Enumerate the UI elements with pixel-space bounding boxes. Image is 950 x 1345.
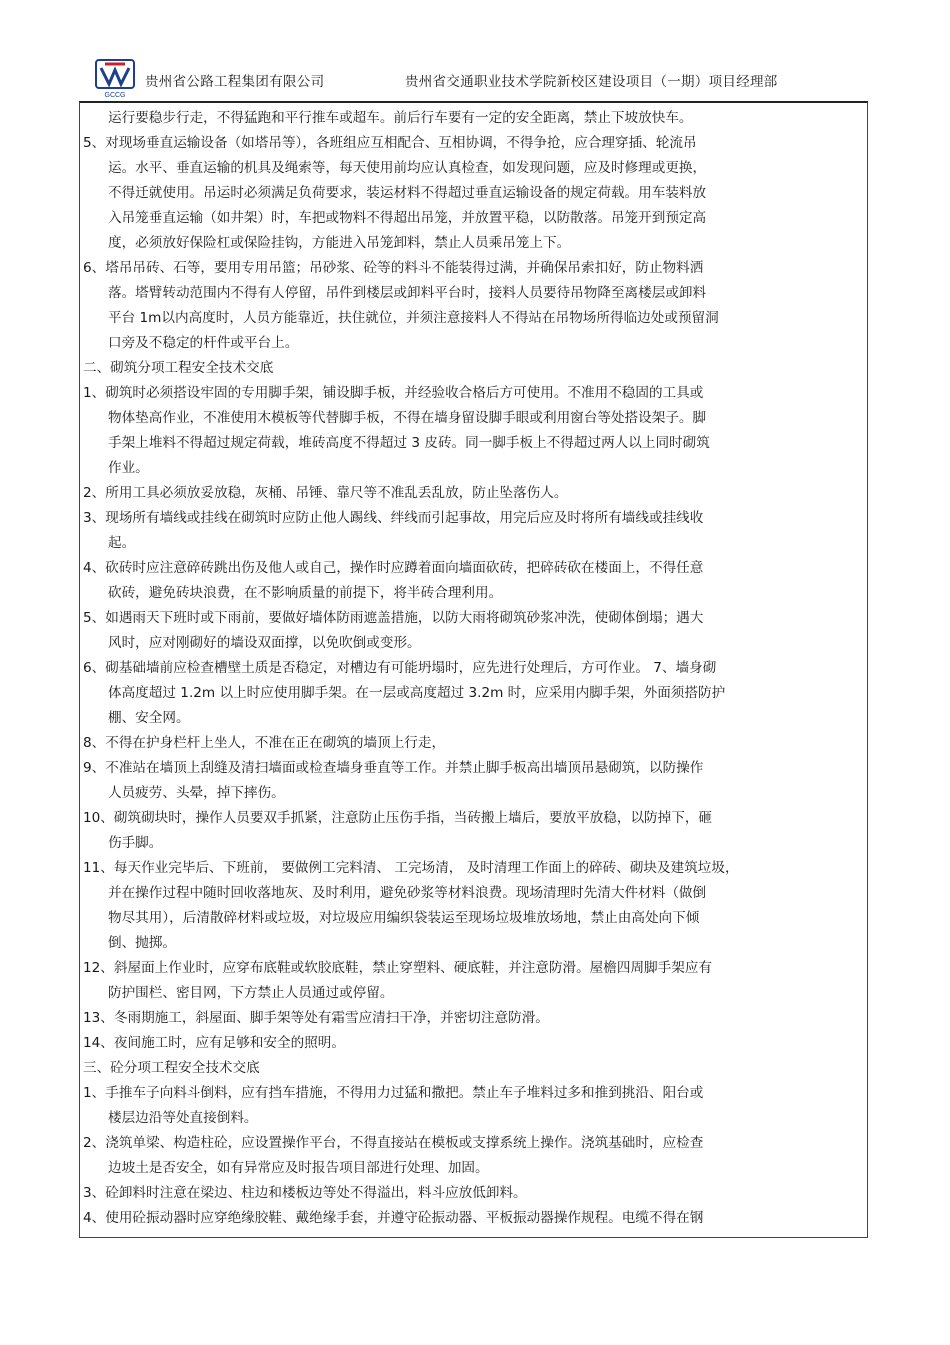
text-line: 1、手推车子向料斗倒料，应有挡车措施，不得用力过猛和撒把。禁止车子堆料过多和推到挑沿、阳台或 xyxy=(83,1085,704,1101)
text-line: 12、斜屋面上作业时，应穿布底鞋或软胶底鞋，禁止穿塑料、硬底鞋，并注意防滑。屋檐四周脚手架应有 xyxy=(83,960,713,976)
section-heading: 二、砌筑分项工程安全技术交底 xyxy=(83,360,274,376)
project-name: 贵州省交通职业技术学院新校区建设项目（一期）项目经理部 xyxy=(405,74,778,90)
text-line: 物尽其用），后清散碎材料或垃圾，对垃圾应用编织袋装运至现场垃圾堆放场地，禁止由高处向下倾 xyxy=(108,910,700,926)
page-header xyxy=(95,58,855,102)
text-line: 11、每天作业完毕后、下班前， 要做例工完料清、 工完场清， 及时清理工作面上的碎砖、砌块及建筑垃圾， xyxy=(83,860,739,876)
text-line: 砍砖，避免砖块浪费，在不影响质量的前提下，将半砖合理利用。 xyxy=(108,585,503,601)
text-line: 8、不得在护身栏杆上坐人，不准在正在砌筑的墙顶上行走， xyxy=(83,735,446,751)
text-line: 14、夜间施工时，应有足够和安全的照明。 xyxy=(83,1035,345,1051)
text-line: 运。水平、垂直运输的机具及绳索等，每天使用前均应认真检查，如发现问题，应及时修理或更换， xyxy=(108,160,707,176)
text-line: 6、砌基础墙前应检查槽壁土质是否稳定，对槽边有可能坍塌时，应先进行处理后，方可作业。 7、墙身砌 xyxy=(83,660,717,676)
text-line: 物体垫高作业，不准使用木模板等代替脚手板，不得在墙身留设脚手眼或利用窗台等处搭设架子。脚 xyxy=(108,410,707,426)
text-line: 13、冬雨期施工，斜屋面、脚手架等处有霜雪应清扫干净，并密切注意防滑。 xyxy=(83,1010,549,1026)
text-line: 体高度超过 1.2m 以上时应使用脚手架。在一层或高度超过 3.2m 时，应采用内脚手架，外面须搭防护 xyxy=(108,685,726,701)
text-line: 作业。 xyxy=(108,460,149,476)
text-line: 防护围栏、密目网，下方禁止人员通过或停留。 xyxy=(108,985,394,1001)
text-line: 口旁及不稳定的杆件或平台上。 xyxy=(108,335,299,351)
text-line: 楼层边沿等处直接倒料。 xyxy=(108,1110,258,1126)
text-line: 入吊笼垂直运输（如井架）时，车把或物料不得超出吊笼，并放置平稳，以防散落。吊笼开到预定高 xyxy=(108,210,707,226)
text-line: 棚、安全网。 xyxy=(108,710,190,726)
text-line: 手架上堆料不得超过规定荷载，堆砖高度不得超过 3 皮砖。同一脚手板上不得超过两人以上同时砌筑 xyxy=(108,435,710,451)
section-heading: 三、砼分项工程安全技术交底 xyxy=(83,1060,260,1076)
text-line: 3、砼卸料时注意在梁边、柱边和楼板边等处不得溢出，料斗应放低卸料。 xyxy=(83,1185,527,1201)
text-line: 不得迁就使用。吊运时必须满足负荷要求，装运材料不得超过垂直运输设备的规定荷载。用车装料放 xyxy=(108,185,707,201)
text-line: 4、砍砖时应注意碎砖跳出伤及他人或自己，操作时应蹲着面向墙面砍砖，把碎砖砍在楼面上，不得任意 xyxy=(83,560,704,576)
text-line: 5、对现场垂直运输设备（如塔吊等），各班组应互相配合、互相协调，不得争抢，应合理穿插、轮流吊 xyxy=(83,135,697,151)
text-line: 起。 xyxy=(108,535,136,551)
text-line: 倒、抛掷。 xyxy=(108,935,176,951)
text-line: 4、使用砼振动器时应穿绝缘胶鞋、戴绝缘手套，并遵守砼振动器、平板振动器操作规程。电缆不得在钢 xyxy=(83,1210,704,1226)
text-line: 3、现场所有墙线或挂线在砌筑时应防止他人踢线、绊线而引起事故，用完后应及时将所有墙线或挂线收 xyxy=(83,510,704,526)
text-line: 1、砌筑时必须搭设牢固的专用脚手架，铺设脚手板，并经验收合格后方可使用。不准用不稳固的工具或 xyxy=(83,385,704,401)
text-line: 10、砌筑砌块时，操作人员要双手抓紧，注意防止压伤手指，当砖搬上墙后，要放平放稳，以防掉下，砸 xyxy=(83,810,713,826)
text-line: 风时，应对刚砌好的墙设双面撑，以免吹倒或变形。 xyxy=(108,635,421,651)
company-logo xyxy=(95,58,135,100)
text-line: 平台 1m以内高度时，人员方能靠近，扶住就位，并须注意接料人不得站在吊物场所得临边处或预留洞 xyxy=(108,310,719,326)
text-line: 6、塔吊吊砖、石等，要用专用吊篮；吊砂浆、砼等的料斗不能装得过满，并确保吊索扣好，防止物料洒 xyxy=(83,260,704,276)
text-line: 度，必须放好保险杠或保险挂钩，方能进入吊笼卸料，禁止人员乘吊笼上下。 xyxy=(108,235,571,251)
text-line: 落。塔臂转动范围内不得有人停留，吊件到楼层或卸料平台时，接料人员要待吊物降至离楼层或卸料 xyxy=(108,285,707,301)
company-name: 贵州省公路工程集团有限公司 xyxy=(145,74,325,90)
text-line: 9、不准站在墙顶上刮缝及清扫墙面或检查墙身垂直等工作。并禁止脚手板高出墙顶吊悬砌筑，以防操作 xyxy=(83,760,704,776)
svg-text:GCCG: GCCG xyxy=(104,92,126,99)
text-line: 2、浇筑单梁、构造柱砼，应设置操作平台，不得直接站在模板或支撑系统上操作。浇筑基础时，应检查 xyxy=(83,1135,704,1151)
text-line: 伤手脚。 xyxy=(108,835,163,851)
text-line: 边坡土是否安全，如有异常应及时报告项目部进行处理、加固。 xyxy=(108,1160,489,1176)
text-line: 5、如遇雨天下班时或下雨前，要做好墙体防雨遮盖措施，以防大雨将砌筑砂浆冲洗，使砌体倒塌；遇大 xyxy=(83,610,704,626)
text-line: 人员疲劳、头晕，掉下摔伤。 xyxy=(108,785,285,801)
text-line: 并在操作过程中随时回收落地灰、及时利用，避免砂浆等材料浪费。现场清理时先清大件材料（做倒 xyxy=(108,885,707,901)
text-line: 2、所用工具必须放妥放稳，灰桶、吊锤、靠尺等不准乱丢乱放，防止坠落伤人。 xyxy=(83,485,568,501)
text-line: 运行要稳步行走，不得猛跑和平行推车或超车。前后行车要有一定的安全距离，禁止下坡放快车。 xyxy=(108,110,693,126)
